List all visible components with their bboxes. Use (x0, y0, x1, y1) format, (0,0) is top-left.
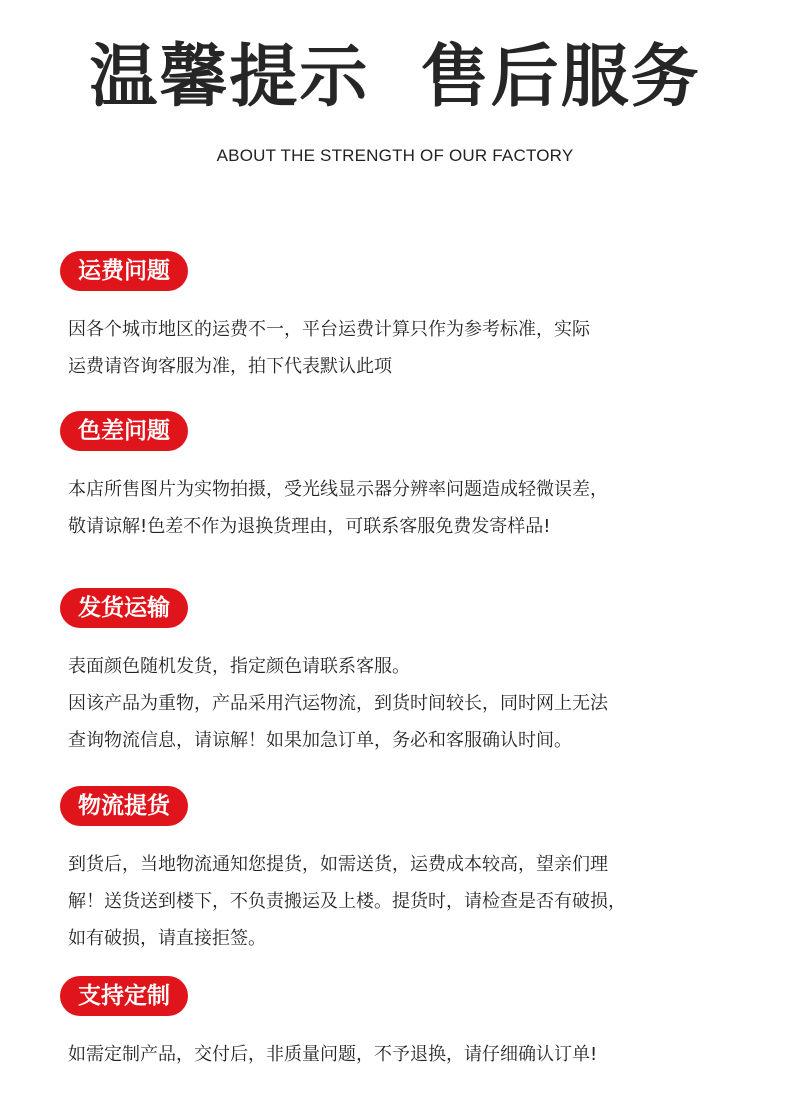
section-heading-badge: 色差问题 (60, 411, 188, 451)
body-line: 如有破损，请直接拒签。 (68, 928, 266, 949)
section-color-difference (60, 411, 770, 545)
section-body (60, 471, 770, 545)
section-body (60, 311, 770, 385)
section-heading-badge: 支持定制 (60, 976, 188, 1016)
body-line: 表面颜色随机发货，指定颜色请联系客服。 (68, 656, 410, 677)
page-title: 温馨提示 售后服务 (89, 38, 701, 117)
body-line: 因各个城市地区的运费不一，平台运费计算只作为参考标准，实际 (68, 319, 590, 340)
section-body (60, 648, 770, 759)
body-line: 解！送货送到楼下，不负责搬运及上楼。提货时，请检查是否有破损， (68, 891, 626, 912)
section-body (60, 846, 770, 957)
section-heading-badge: 物流提货 (60, 786, 188, 826)
body-line: 查询物流信息，请谅解！如果加急订单，务必和客服确认时间。 (68, 730, 572, 751)
body-line: 运费请咨询客服为准，拍下代表默认此项 (68, 356, 392, 377)
section-heading-badge: 发货运输 (60, 588, 188, 628)
body-line: 因该产品为重物，产品采用汽运物流，到货时间较长，同时网上无法 (68, 693, 608, 714)
section-customization (60, 976, 770, 1073)
section-shipping-fee (60, 251, 770, 385)
section-delivery-shipping (60, 588, 770, 759)
section-body (60, 1036, 770, 1073)
body-line: 敬请谅解!色差不作为退换货理由，可联系客服免费发寄样品! (68, 516, 551, 537)
page-subtitle: ABOUT THE STRENGTH OF OUR FACTORY (216, 146, 574, 165)
body-line: 到货后，当地物流通知您提货，如需送货，运费成本较高，望亲们理 (68, 854, 608, 875)
body-line: 本店所售图片为实物拍摄，受光线显示器分辨率问题造成轻微误差， (68, 479, 608, 500)
section-heading-badge: 运费问题 (60, 251, 188, 291)
section-logistics-pickup (60, 786, 770, 957)
body-line: 如需定制产品，交付后，非质量问题，不予退换，请仔细确认订单! (68, 1044, 598, 1065)
